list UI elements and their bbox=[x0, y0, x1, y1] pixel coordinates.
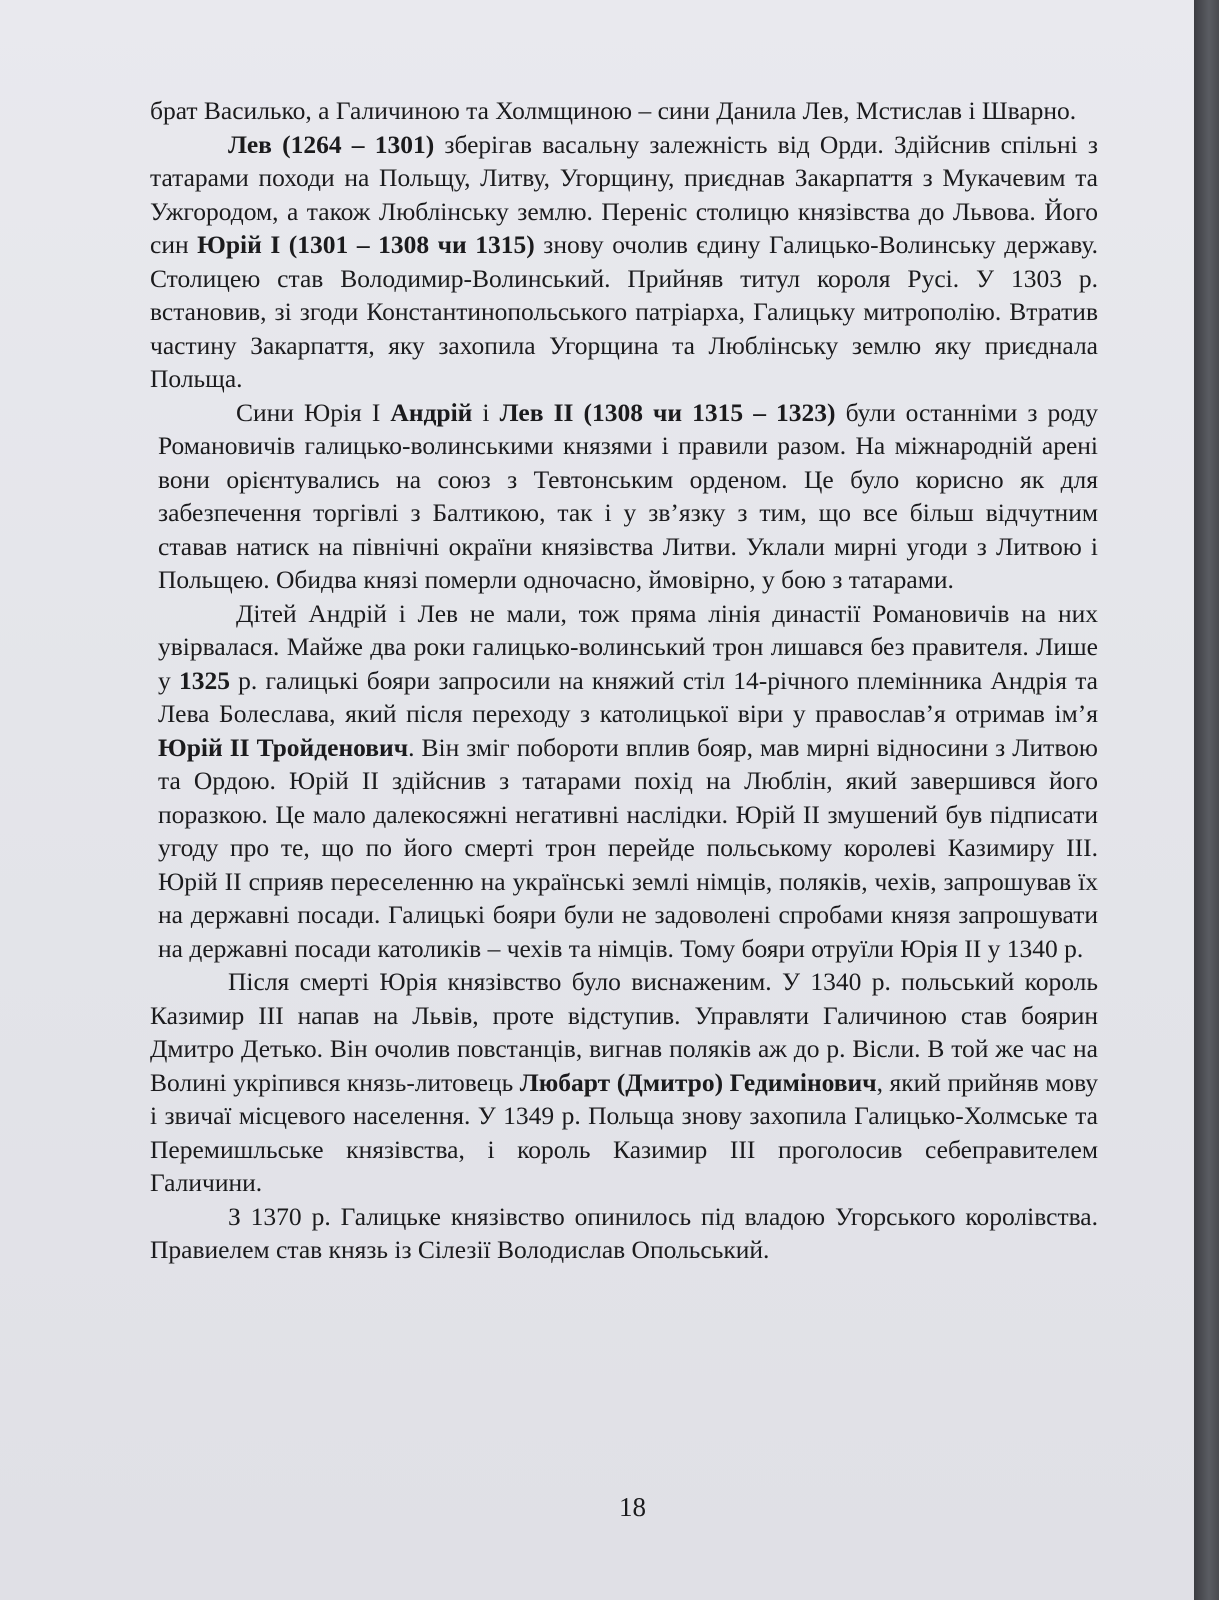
body-text bbox=[150, 94, 1098, 1267]
text-run: З 1370 р. Галицьке князівство опинилось під владою Угорського королівства. Правиелем став князь із Сілезії Володислав Опольський. bbox=[150, 1201, 1098, 1264]
paragraph-continuation bbox=[150, 94, 1098, 128]
text-run: . Він зміг побороти вплив бояр, мав мирні відносини з Литвою та Ордою. Юрій ІІ здійснив з татарами похід на Люблін, який завершився його поразкою. Це мало далекосяжні негативні наслідки. Юрій ІІ змушений був підписати угоду про те, що по його смерті трон перейде польському королеві Казимиру ІІІ. Юрій ІІ сприяв переселенню на українські землі німців, поляків, чехів, запрошував їх на державні посади. Галицькі бояри були не задоволені спробами князя запрошувати на державні посади католиків – чехів та німців. Тому бояри отруїли Юрія ІІ у 1340 р. bbox=[158, 732, 1098, 963]
page-number: 18 bbox=[619, 1492, 646, 1522]
paragraph-yuriy-ii bbox=[150, 597, 1098, 966]
text-run: брат Василько, а Галичиною та Холмщиною – сини Данила Лев, Мстислав і Шварно. bbox=[150, 96, 1077, 125]
text-run: зберігав васальну залежність від Орди. Здійснив спільні з татарами походи на Польщу, Литву, Угорщину, приєднав Закарпаття з Мукачевим та Ужгородом, а також Люблінську землю. Переніс столицю князівства до Львова. Його син bbox=[150, 129, 1099, 259]
bold-run: 1325 bbox=[178, 665, 230, 695]
paragraph-after-death bbox=[150, 965, 1098, 1200]
text-run: Після смерті Юрія князівство було виснаженим. У 1340 р. польський король Казимир ІІІ напав на Львів, проте відступив. Управляти Галичиною став боярин Дмитро Детько. Він очолив повстанців, вигнав поляків аж до р. Вісли. В той же час на Волині укріпився князь-литовець bbox=[150, 967, 1098, 1097]
text-run: і bbox=[472, 397, 500, 427]
bold-run: Андрій bbox=[390, 397, 473, 427]
bold-run: Лев ІІ (1308 чи 1315 – 1323) bbox=[499, 397, 836, 427]
paragraph-lev bbox=[150, 128, 1098, 396]
text-run: були останніми з роду Романовичів галицько-волинськими князями і правили разом. На міжнародній арені вони орієнтувались на союз з Тевтонським орденом. Це було корисно як для забезпечення торгівлі з Балтикою, так і у зв’язку з тим, що все більш відчутним ставав натиск на північні окраїни князівства Литви. Уклали мирні угоди з Литвою і Польщею. Обидва князі померли одночасно, ймовірно, у бою з татарами. bbox=[158, 397, 1098, 594]
paragraph-1370 bbox=[150, 1200, 1098, 1267]
paragraph-andriy-lev bbox=[150, 396, 1098, 597]
bold-run: Лев (1264 – 1301) bbox=[228, 129, 435, 159]
text-run: Сини Юрія І bbox=[236, 397, 391, 427]
bold-run: Любарт (Дмитро) Гедимінович bbox=[519, 1067, 877, 1097]
bold-run: Юрій ІІ Тройденович bbox=[158, 732, 409, 762]
text-run: знову очолив єдину Галицько-Волинську державу. Столицею став Володимир-Волинський. Прийняв титул короля Русі. У 1303 р. встановив, зі згоди Константинопольського патріарха, Галицьку митрополію. Втратив частину Закарпаття, яку захопила Угорщина та Люблінську землю яку приєднала Польща. bbox=[150, 230, 1099, 393]
text-run: , який прийняв мову і звичаї місцевого населення. У 1349 р. Польща знову захопила Галицько-Холмське та Перемишльське князівства, і король Казимир ІІІ проголосив себеправителем Галичини. bbox=[150, 1067, 1098, 1197]
page-edge-shadow bbox=[1194, 0, 1219, 1600]
bold-run: Юрій І (1301 – 1308 чи 1315) bbox=[197, 230, 535, 259]
text-run: Дітей Андрій і Лев не мали, тож пряма лінія династії Романовичів на них увірвалася. Майже два роки галицько-волинський трон лишався без правителя. Лише у bbox=[158, 598, 1098, 695]
text-run: р. галицькі бояри запросили на княжий стіл 14-річного племінника Андрія та Лева Болеслава, який після переходу з католицької віри у православ’я отримав ім’я bbox=[158, 665, 1098, 728]
